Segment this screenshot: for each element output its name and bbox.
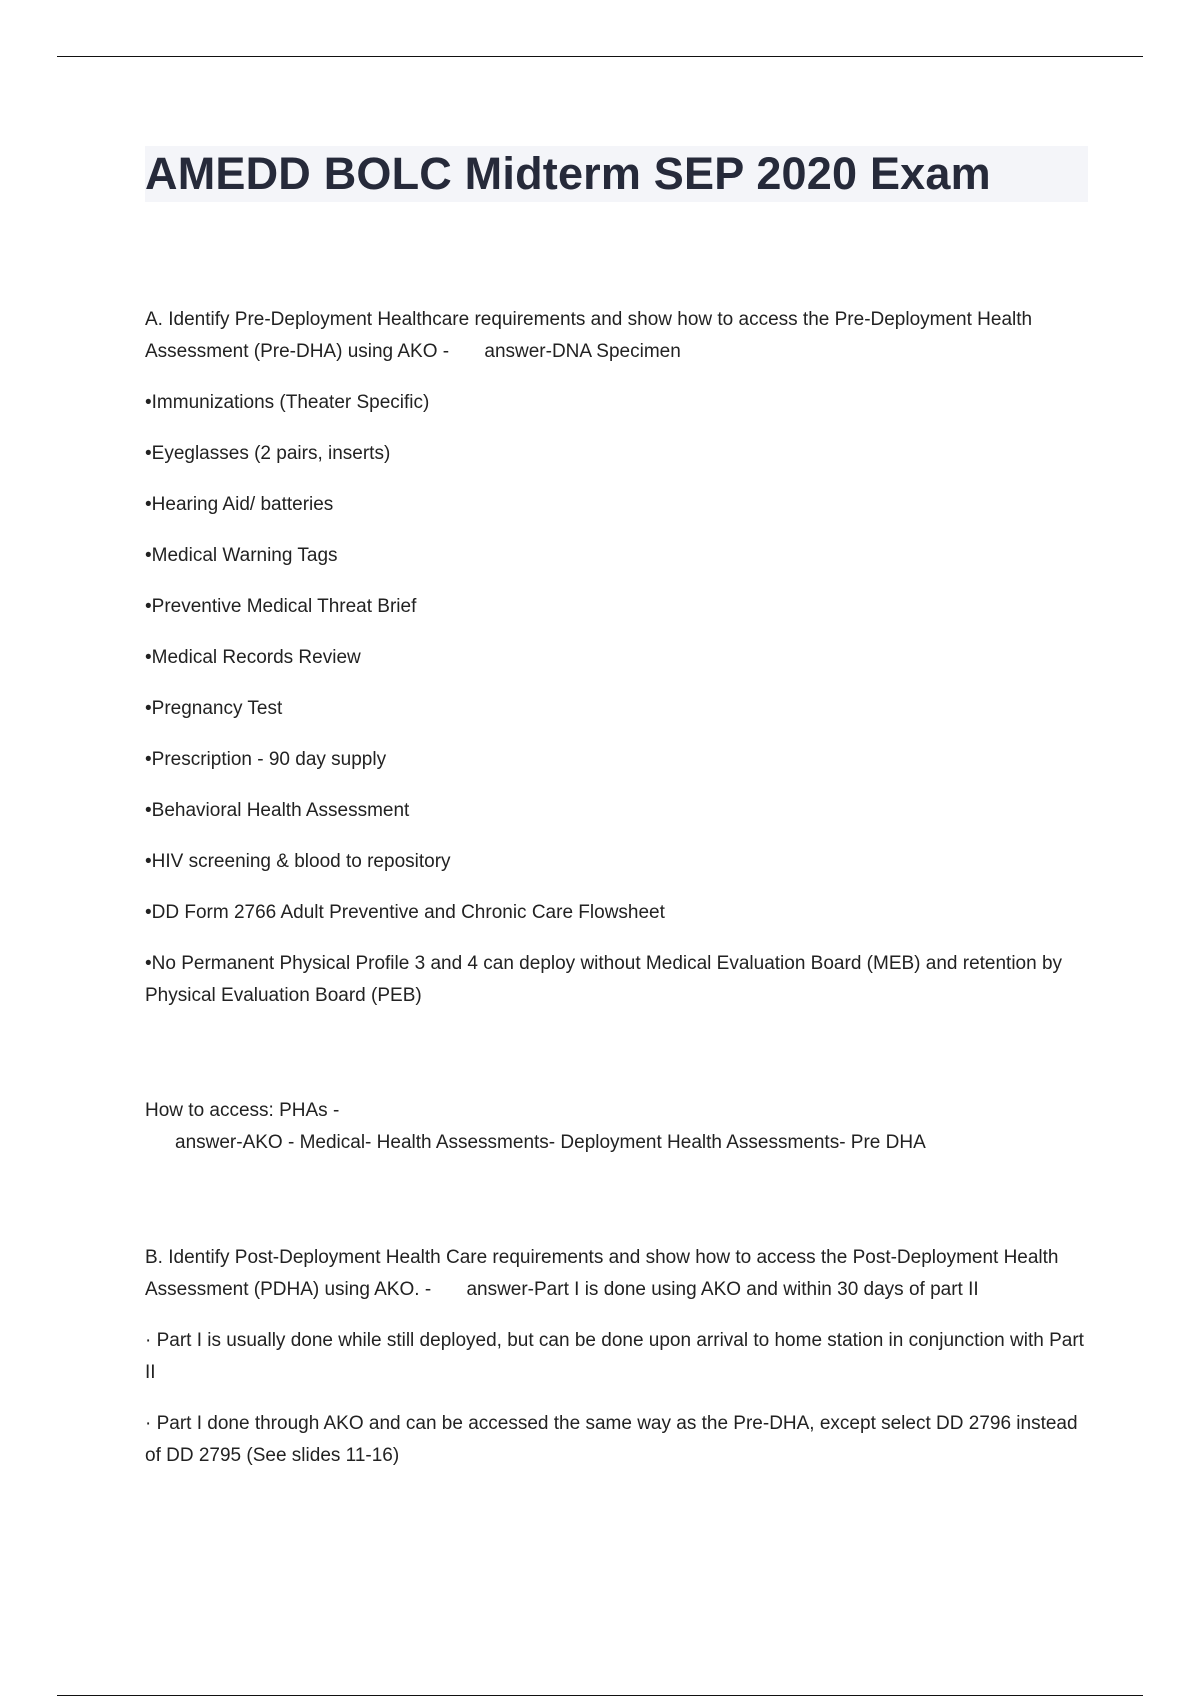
top-rule: [57, 56, 1143, 57]
section-b-answer: answer-Part I is done using AKO and within 30 days of part II: [466, 1279, 979, 1300]
access-question: How to access: PHAs -: [145, 1100, 340, 1121]
bullet-item: •Immunizations (Theater Specific): [145, 392, 430, 413]
section-a-question: A. Identify Pre-Deployment Healthcare requirements and show how to access the Pre-Deployment Health Assessment (Pre-DHA) using AKO -: [145, 309, 1033, 362]
bullet-item: •Medical Warning Tags: [145, 545, 338, 566]
section-spacer: [145, 1031, 1090, 1095]
access-question-block: [145, 1095, 1090, 1159]
bullet-item: •Behavioral Health Assessment: [145, 800, 410, 821]
document-body: [145, 304, 1090, 1491]
bullet-item: •HIV screening & blood to repository: [145, 851, 451, 872]
bottom-rule: [57, 1695, 1143, 1696]
bullet-item: •Prescription - 90 day supply: [145, 749, 387, 770]
section-b-question-block: [145, 1242, 1090, 1306]
access-answer: answer-AKO - Medical- Health Assessments- Deployment Health Assessments- Pre DHA: [175, 1132, 926, 1153]
bullet-item: •Medical Records Review: [145, 647, 361, 668]
section-b-question: B. Identify Post-Deployment Health Care requirements and show how to access the Post-Deployment Health Assessment (PDHA) using AKO. -: [145, 1247, 1059, 1300]
section-spacer: [145, 1178, 1090, 1242]
list-item: · Part I done through AKO and can be accessed the same way as the Pre-DHA, except select DD 2796 instead of DD 2795 (See slides 11-16): [145, 1413, 1078, 1466]
section-a-question-block: [145, 304, 1090, 368]
list-item: · Part I is usually done while still deployed, but can be done upon arrival to home station in conjunction with Part II: [145, 1330, 1084, 1383]
bullet-item: •DD Form 2766 Adult Preventive and Chronic Care Flowsheet: [145, 902, 665, 923]
document-title: AMEDD BOLC Midterm SEP 2020 Exam: [145, 148, 991, 199]
bullet-item: •Hearing Aid/ batteries: [145, 494, 334, 515]
bullet-item: •Eyeglasses (2 pairs, inserts): [145, 443, 391, 464]
bullet-item: •Pregnancy Test: [145, 698, 283, 719]
bullet-item: •Preventive Medical Threat Brief: [145, 596, 417, 617]
bullet-item: •No Permanent Physical Profile 3 and 4 can deploy without Medical Evaluation Board (MEB) and retention by Physical Evaluation Board (PEB): [145, 953, 1063, 1006]
section-a-answer: answer-DNA Specimen: [484, 341, 681, 362]
